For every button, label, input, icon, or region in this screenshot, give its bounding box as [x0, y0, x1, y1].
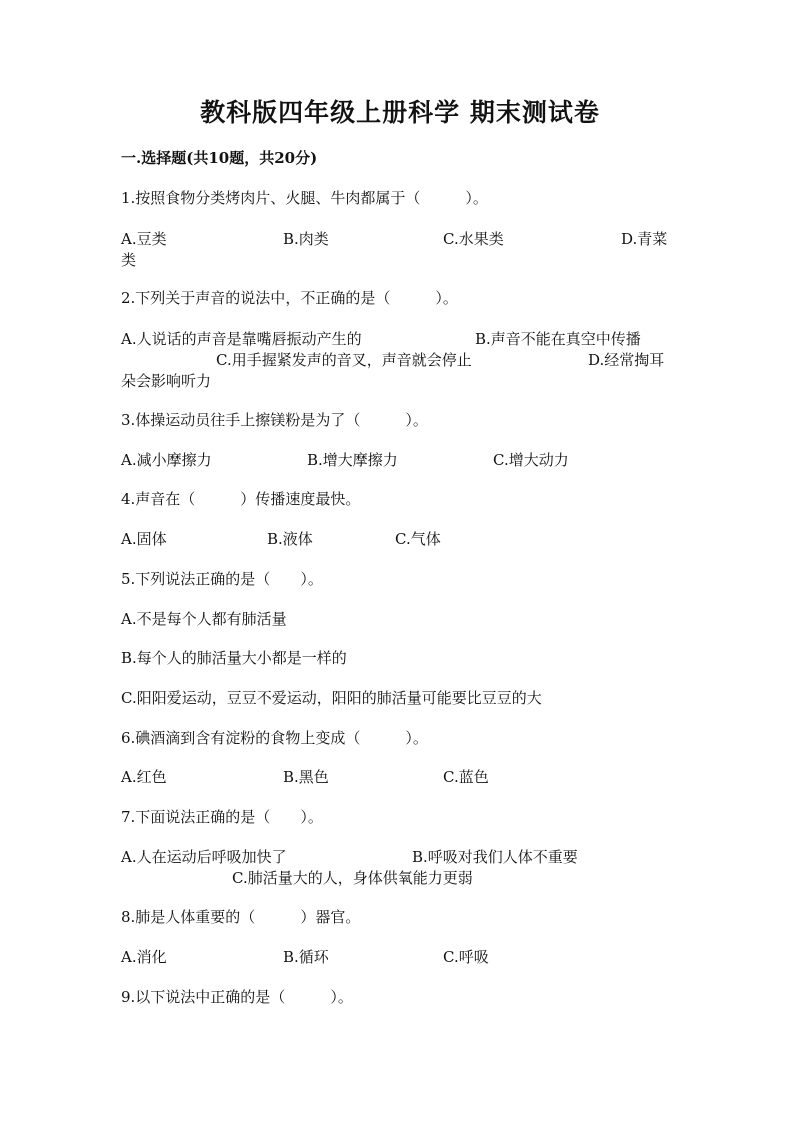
question-7-option-a: A.人在运动后呼吸加快了 [121, 848, 287, 866]
question-6-option-a: A.红色 [121, 768, 167, 786]
section-heading: 一.选择题(共10题，共20分) [121, 149, 318, 167]
question-2-option-d: D.经常掏耳 [588, 351, 665, 369]
question-1-option-a: A.豆类 [121, 230, 167, 248]
question-5-stem: 5.下列说法正确的是（ ）。 [121, 570, 323, 588]
question-5-option-a: A.不是每个人都有肺活量 [121, 610, 287, 628]
question-9-stem: 9.以下说法中正确的是（ ）。 [121, 988, 353, 1006]
question-7-stem: 7.下面说法正确的是（ ）。 [121, 808, 323, 826]
question-8-option-b: B.循环 [283, 948, 329, 966]
question-8-option-a: A.消化 [121, 948, 167, 966]
question-1-option-c: C.水果类 [443, 230, 504, 248]
question-1-stem: 1.按照食物分类烤肉片、火腿、牛肉都属于（ ）。 [121, 189, 488, 207]
question-4-stem: 4.声音在（ ）传播速度最快。 [121, 490, 361, 508]
question-1-option-d: D.青菜 [621, 230, 668, 248]
question-2-option-b: B.声音不能在真空中传播 [475, 330, 641, 348]
question-6-option-b: B.黑色 [283, 768, 329, 786]
question-2-option-d-wrap: 朵会影响听力 [121, 372, 212, 390]
question-3-option-c: C.增大动力 [493, 451, 569, 469]
question-7-option-b: B.呼吸对我们人体不重要 [412, 848, 578, 866]
question-5-option-c: C.阳阳爱运动，豆豆不爱运动，阳阳的肺活量可能要比豆豆的大 [121, 689, 542, 707]
question-2-option-c: C.用手握紧发声的音叉，声音就会停止 [216, 351, 472, 369]
question-7-option-c: C.肺活量大的人，身体供氧能力更弱 [232, 869, 473, 887]
question-4-option-b: B.液体 [267, 530, 313, 548]
page-title: 教科版四年级上册科学 期末测试卷 [200, 98, 600, 127]
question-3-option-a: A.减小摩擦力 [121, 451, 212, 469]
question-3-option-b: B.增大摩擦力 [307, 451, 398, 469]
question-3-stem: 3.体操运动员往手上擦镁粉是为了（ ）。 [121, 411, 428, 429]
question-1-option-d-wrap: 类 [121, 251, 137, 269]
question-6-option-c: C.蓝色 [443, 768, 489, 786]
question-2-option-a: A.人说话的声音是靠嘴唇振动产生的 [121, 330, 362, 348]
question-1-option-b: B.肉类 [283, 230, 329, 248]
question-4-option-a: A.固体 [121, 530, 167, 548]
question-5-option-b: B.每个人的肺活量大小都是一样的 [121, 649, 347, 667]
question-4-option-c: C.气体 [395, 530, 441, 548]
question-2-stem: 2.下列关于声音的说法中，不正确的是（ ）。 [121, 289, 458, 307]
question-8-option-c: C.呼吸 [443, 948, 489, 966]
question-6-stem: 6.碘酒滴到含有淀粉的食物上变成（ ）。 [121, 729, 428, 747]
question-8-stem: 8.肺是人体重要的（ ）器官。 [121, 908, 361, 926]
